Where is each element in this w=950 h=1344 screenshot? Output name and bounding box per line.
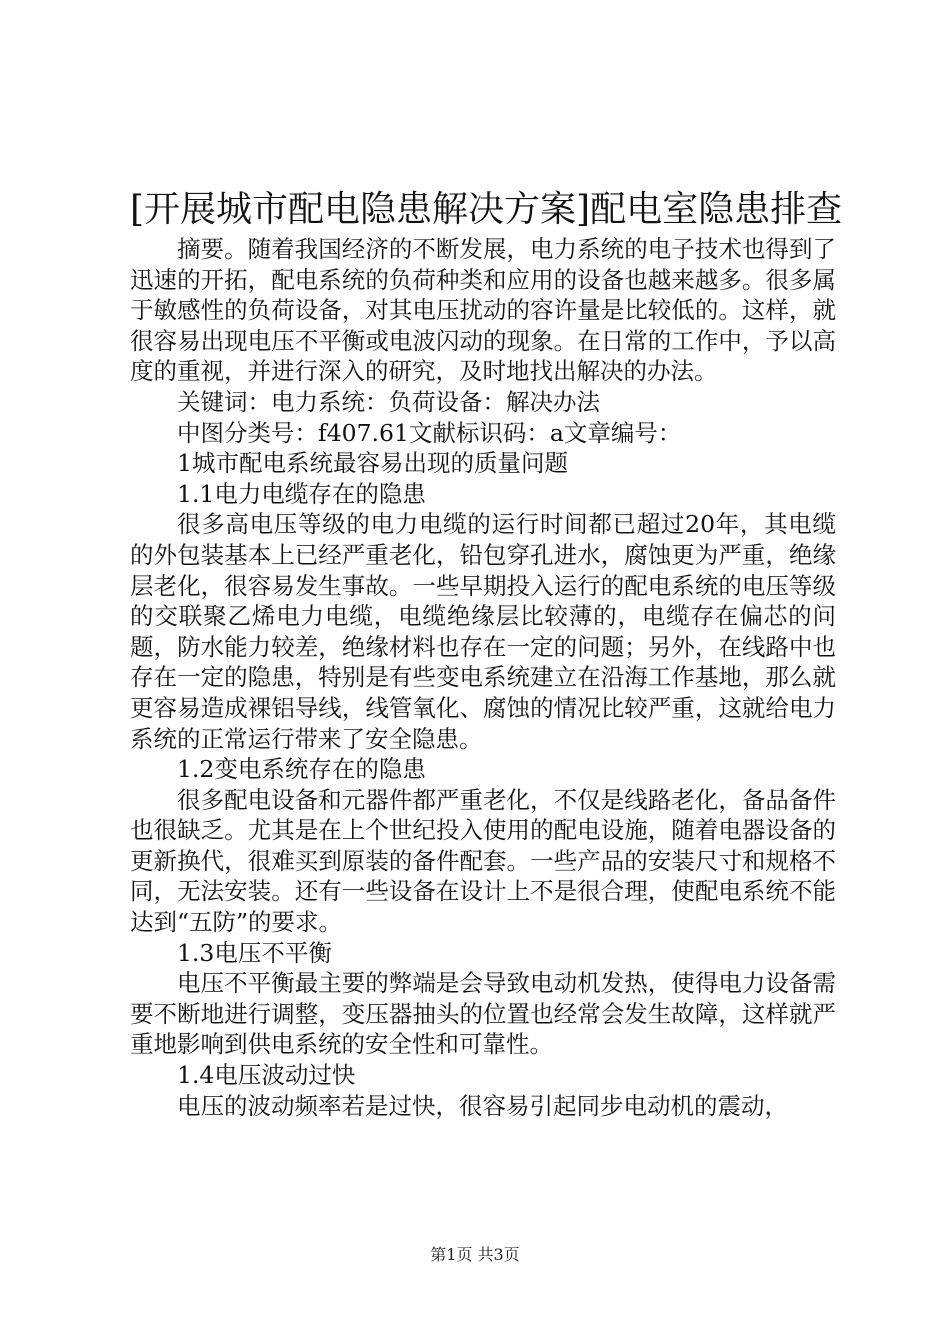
subsection-heading-1-2: 1.2变电系统存在的隐患 (177, 755, 426, 784)
subsection-heading-1-3: 1.3电压不平衡 (177, 938, 332, 967)
subsection-heading-1-1: 1.1电力电缆存在的隐患 (177, 479, 426, 508)
body-paragraph: 电压的波动频率若是过快，很容易引起同步电动机的震动， (177, 1091, 788, 1120)
page-footer: 第1页 共3页 (430, 1245, 520, 1264)
subsection-heading-1-4: 1.4电压波动过快 (177, 1061, 356, 1090)
body-paragraph: 很多配电设备和元器件都严重老化，不仅是线路老化，备品备件也很缺乏。尤其是在上个世纪投入使用的配电设施，随着电器设备的更新换代，很难买到原装的备件配套。一些产品的安装尺寸和规格不同，无法安装。还有一些设备在设计上不是很合理，使配电系统不能达到“五防”的要求。 (130, 785, 836, 937)
body-paragraph: 很多高电压等级的电力电缆的运行时间都已超过20年，其电缆的外包装基本上已经严重老化，铅包穿孔进水，腐蚀更为严重，绝缘层老化，很容易发生事故。一些早期投入运行的配电系统的电压等级的交联聚乙烯电力电缆，电缆绝缘层比较薄的，电缆存在偏芯的问题，防水能力较差，绝缘材料也存在一定的问题；另外，在线路中也存在一定的隐患，特别是有些变电系统建立在沿海工作基地，那么就更容易造成裸铝导线，线管氧化、腐蚀的情况比较严重，这就给电力系统的正常运行带来了安全隐患。 (130, 510, 836, 753)
section-heading-1: 1城市配电系统最容易出现的质量问题 (177, 449, 568, 478)
keywords-line: 关键词：电力系统：负荷设备：解决办法 (177, 387, 600, 416)
classification-line: 中图分类号：f407.61文献标识码：a文章编号： (177, 418, 682, 447)
body-paragraph: 电压不平衡最主要的弊端是会导致电动机发热，使得电力设备需要不断地进行调整，变压器抽头的位置也经常会发生故障，这样就严重地影响到供电系统的安全性和可靠性。 (130, 969, 836, 1059)
document-title: [开展城市配电隐患解决方案]配电室隐患排查 (130, 189, 843, 230)
document-body (130, 234, 836, 1121)
abstract-paragraph: 摘要。随着我国经济的不断发展，电力系统的电子技术也得到了迅速的开拓，配电系统的负荷种类和应用的设备也越来越多。很多属于敏感性的负荷设备，对其电压扰动的容许量是比较低的。这样，就很容易出现电压不平衡或电波闪动的现象。在日常的工作中，予以高度的重视，并进行深入的研究，及时地找出解决的办法。 (130, 235, 836, 386)
